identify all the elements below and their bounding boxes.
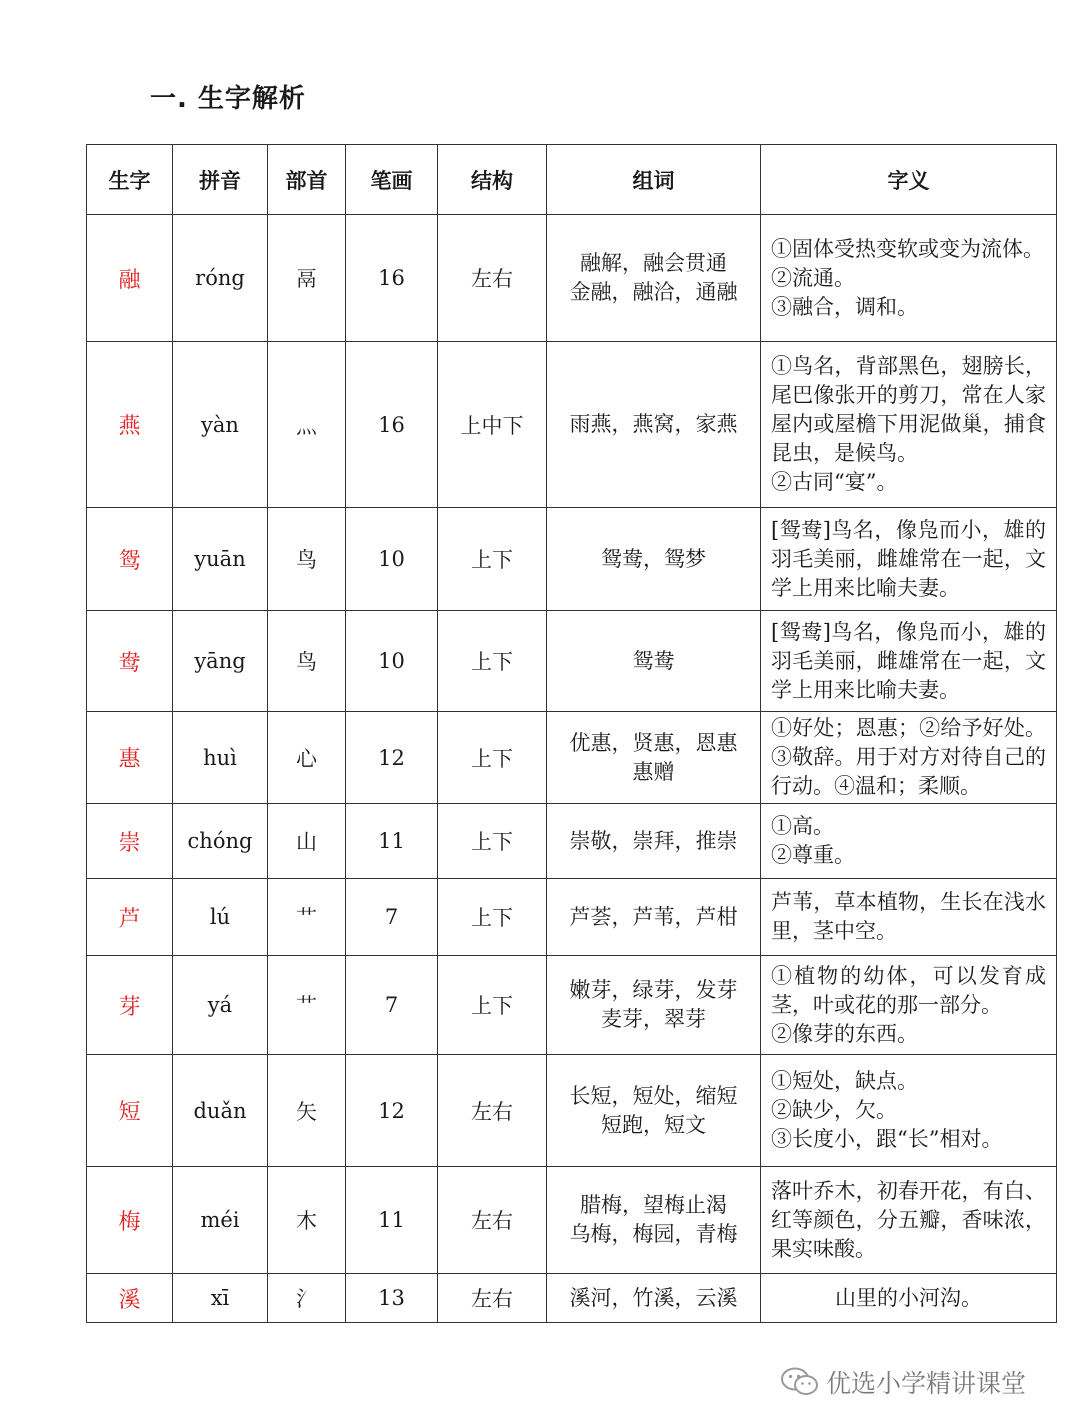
meaning-cell: [761, 611, 1057, 712]
radical-cell: 木: [268, 1167, 346, 1274]
structure-cell: 左右: [438, 1167, 547, 1274]
char-cell: 崇: [87, 804, 173, 879]
meaning-line: ③长度小，跟“长”相对。: [771, 1127, 1003, 1151]
header-char: 生字: [87, 145, 173, 215]
word-line: 鸳鸯，鸳梦: [601, 546, 706, 571]
wechat-icon: [780, 1366, 820, 1398]
meaning-cell: [761, 1167, 1057, 1274]
pinyin-cell: méi: [173, 1167, 268, 1274]
word-line: 鸳鸯: [632, 648, 675, 673]
words-cell: [547, 215, 761, 342]
meaning-cell: [761, 804, 1057, 879]
strokes-cell: 12: [346, 1055, 438, 1167]
structure-cell: 上中下: [438, 342, 547, 508]
meaning-cell: [761, 342, 1057, 508]
words-cell: [547, 1274, 761, 1323]
words-cell: [547, 1167, 761, 1274]
table-row: [87, 879, 1057, 956]
strokes-cell: 10: [346, 508, 438, 611]
pinyin-cell: róng: [173, 215, 268, 342]
structure-cell: 上下: [438, 508, 547, 611]
strokes-cell: 11: [346, 1167, 438, 1274]
word-line: 金融，融洽，通融: [569, 280, 738, 304]
pinyin-cell: xī: [173, 1274, 268, 1323]
meaning-line: ②像芽的东西。: [771, 1021, 918, 1046]
meaning-cell: [761, 1274, 1057, 1323]
radical-cell: 艹: [268, 956, 346, 1055]
strokes-cell: 16: [346, 215, 438, 342]
word-line: 崇敬，崇拜，推崇: [569, 828, 738, 853]
meaning-cell: [761, 1055, 1057, 1167]
pinyin-cell: yàn: [173, 342, 268, 508]
strokes-cell: 11: [346, 804, 438, 879]
pinyin-cell: duǎn: [173, 1055, 268, 1167]
pinyin-cell: huì: [173, 712, 268, 804]
char-cell: 芽: [87, 956, 173, 1055]
radical-cell: 艹: [268, 879, 346, 956]
meaning-line: ①短处，缺点。: [771, 1069, 918, 1093]
meaning-cell: [761, 956, 1057, 1055]
header-pinyin: 拼音: [173, 145, 268, 215]
meaning-cell: [761, 712, 1057, 804]
structure-cell: 上下: [438, 712, 547, 804]
radical-cell: 鸟: [268, 508, 346, 611]
word-line: 雨燕，燕窝，家燕: [569, 412, 738, 436]
meaning-line: 山里的小河沟。: [835, 1285, 982, 1310]
words-cell: [547, 611, 761, 712]
words-cell: [547, 342, 761, 508]
radical-cell: 鬲: [268, 215, 346, 342]
table-row: [87, 215, 1057, 342]
char-cell: 梅: [87, 1167, 173, 1274]
structure-cell: 上下: [438, 879, 547, 956]
table-row: [87, 508, 1057, 611]
strokes-cell: 7: [346, 879, 438, 956]
words-cell: [547, 956, 761, 1055]
structure-cell: 左右: [438, 1274, 547, 1323]
words-cell: [547, 1055, 761, 1167]
char-cell: 溪: [87, 1274, 173, 1323]
table-row: [87, 1167, 1057, 1274]
char-cell: 鸯: [87, 611, 173, 712]
word-line: 长短，短处，缩短: [569, 1083, 738, 1108]
meaning-line: ②古同“宴”。: [771, 470, 898, 494]
meaning-line: 芦苇，草本植物，生长在浅水里，茎中空。: [771, 890, 1046, 943]
header-meaning: 字义: [761, 145, 1057, 215]
watermark-text: 优选小学精讲课堂: [826, 1369, 1027, 1398]
pinyin-cell: chóng: [173, 804, 268, 879]
structure-cell: 上下: [438, 804, 547, 879]
pinyin-cell: yāng: [173, 611, 268, 712]
table-header-row: [87, 145, 1057, 215]
meaning-cell: [761, 879, 1057, 956]
radical-cell: 矢: [268, 1055, 346, 1167]
meaning-line: [鸳鸯]鸟名，像凫而小，雄的羽毛美丽，雌雄常在一起，文学上用来比喻夫妻。: [771, 517, 1046, 600]
header-structure: 结构: [438, 145, 547, 215]
words-cell: [547, 804, 761, 879]
meaning-line: ①高。: [771, 814, 834, 838]
meaning-line: [鸳鸯]鸟名，像凫而小，雄的羽毛美丽，雌雄常在一起，文学上用来比喻夫妻。: [771, 619, 1046, 702]
meaning-line: ①鸟名，背部黑色，翅膀长，尾巴像张开的剪刀，常在人家屋内或屋檐下用泥做巢，捕食昆虫，是候鸟。: [771, 354, 1046, 465]
structure-cell: 上下: [438, 611, 547, 712]
radical-cell: 鸟: [268, 611, 346, 712]
header-radical: 部首: [268, 145, 346, 215]
pinyin-cell: lú: [173, 879, 268, 956]
table-row: [87, 956, 1057, 1055]
pinyin-cell: yá: [173, 956, 268, 1055]
words-cell: [547, 712, 761, 804]
words-cell: [547, 508, 761, 611]
word-line: 融解，融会贯通: [580, 251, 727, 275]
word-line: 短跑，短文: [601, 1112, 706, 1137]
table-row: [87, 712, 1057, 804]
char-cell: 短: [87, 1055, 173, 1167]
word-line: 惠赠: [632, 759, 675, 784]
meaning-line: ①植物的幼体，可以发育成茎，叶或花的那一部分。: [771, 963, 1046, 1017]
word-line: 优惠，贤惠，恩惠: [569, 730, 738, 755]
table-row: [87, 1274, 1057, 1323]
strokes-cell: 13: [346, 1274, 438, 1323]
char-cell: 芦: [87, 879, 173, 956]
word-line: 芦荟，芦苇，芦柑: [569, 904, 738, 929]
meaning-line: ①固体受热变软或变为流体。: [771, 236, 1044, 261]
radical-cell: 山: [268, 804, 346, 879]
word-line: 腊梅，望梅止渴: [580, 1193, 727, 1217]
table-body: [87, 215, 1057, 1323]
meaning-line: 落叶乔木，初春开花，有白、红等颜色，分五瓣，香味浓，果实味酸。: [771, 1178, 1046, 1261]
meaning-line: ①好处；恩惠；②给予好处。③敬辞。用于对方对待自己的行动。④温和；柔顺。: [771, 716, 1046, 798]
meaning-cell: [761, 215, 1057, 342]
table-row: [87, 342, 1057, 508]
table-row: [87, 804, 1057, 879]
table-row: [87, 1055, 1057, 1167]
strokes-cell: 16: [346, 342, 438, 508]
character-table: [86, 144, 1057, 1323]
meaning-line: ②尊重。: [771, 843, 855, 867]
radical-cell: 灬: [268, 342, 346, 508]
section-title: 一. 生字解析: [150, 84, 306, 114]
word-line: 乌梅，梅园，青梅: [569, 1222, 738, 1246]
char-cell: 融: [87, 215, 173, 342]
table-row: [87, 611, 1057, 712]
meaning-line: ③融合，调和。: [771, 294, 918, 319]
structure-cell: 左右: [438, 215, 547, 342]
char-cell: 惠: [87, 712, 173, 804]
words-cell: [547, 879, 761, 956]
meaning-cell: [761, 508, 1057, 611]
word-line: 溪河，竹溪，云溪: [569, 1285, 738, 1310]
meaning-line: ②流通。: [771, 265, 855, 290]
watermark: [780, 1364, 1026, 1400]
structure-cell: 上下: [438, 956, 547, 1055]
radical-cell: 心: [268, 712, 346, 804]
structure-cell: 左右: [438, 1055, 547, 1167]
header-words: 组词: [547, 145, 761, 215]
pinyin-cell: yuān: [173, 508, 268, 611]
radical-cell: 氵: [268, 1274, 346, 1323]
meaning-line: ②缺少，欠。: [771, 1098, 897, 1122]
word-line: 嫩芽，绿芽，发芽: [569, 978, 738, 1002]
strokes-cell: 10: [346, 611, 438, 712]
strokes-cell: 7: [346, 956, 438, 1055]
char-cell: 燕: [87, 342, 173, 508]
header-strokes: 笔画: [346, 145, 438, 215]
strokes-cell: 12: [346, 712, 438, 804]
char-cell: 鸳: [87, 508, 173, 611]
word-line: 麦芽，翠芽: [601, 1007, 706, 1031]
